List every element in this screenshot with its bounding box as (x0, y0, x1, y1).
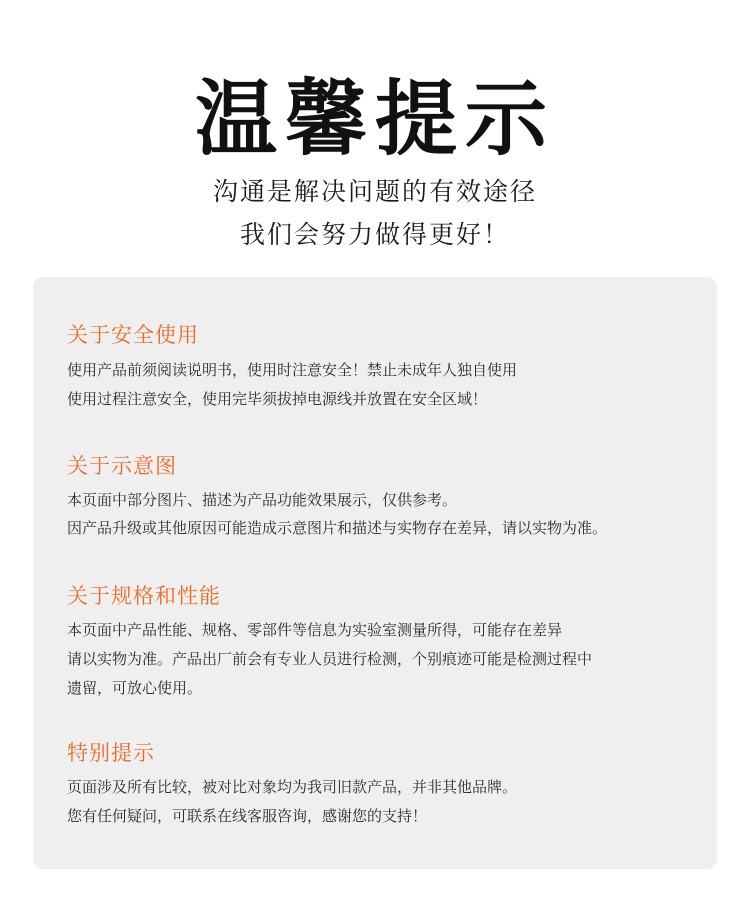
section-specs-line-1: 本页面中产品性能、规格、零部件等信息为实验室测量所得，可能存在差异 (67, 621, 563, 639)
subtitle-line-2: 我们会努力做得更好！ (239, 220, 510, 249)
section-heading-specs: 关于规格和性能 (67, 584, 221, 608)
section-heading-special: 特别提示 (67, 741, 155, 765)
notice-card (33, 277, 717, 869)
section-specs-line-2: 请以实物为准。产品出厂前会有专业人员进行检测，个别痕迹可能是检测过程中 (67, 650, 593, 668)
section-heading-safety: 关于安全使用 (67, 323, 199, 347)
section-safety-line-2: 使用过程注意安全，使用完毕须拔掉电源线并放置在安全区域！ (67, 390, 488, 408)
section-special-line-2: 您有任何疑问，可联系在线客服咨询，感谢您的支持！ (67, 807, 428, 825)
section-illustration-line-2: 因产品升级或其他原因可能造成示意图片和描述与实物存在差异，请以实物为准。 (67, 519, 608, 537)
section-safety-line-1: 使用产品前须阅读说明书，使用时注意安全！禁止未成年人独自使用 (67, 361, 518, 379)
page-title: 温馨提示 (194, 72, 555, 167)
subtitle-line-1: 沟通是解决问题的有效途径 (212, 177, 537, 206)
section-illustration-line-1: 本页面中部分图片、描述为产品功能效果展示，仅供参考。 (67, 491, 458, 509)
section-special-line-1: 页面涉及所有比较，被对比对象均为我司旧款产品，并非其他品牌。 (67, 778, 518, 796)
section-heading-illustration: 关于示意图 (67, 454, 177, 478)
section-specs-line-3: 遗留，可放心使用。 (67, 679, 203, 697)
